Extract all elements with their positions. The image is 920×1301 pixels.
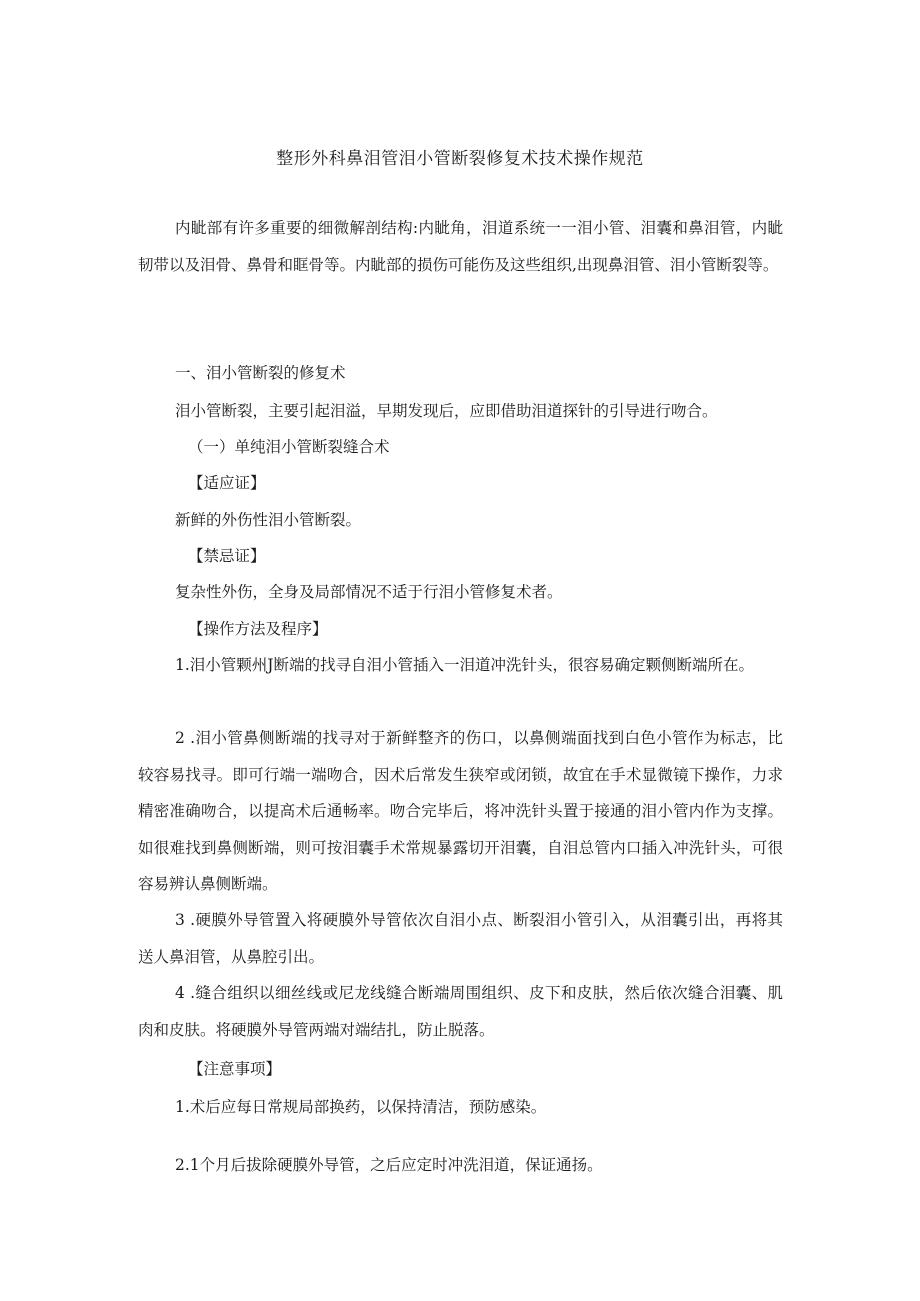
notes-label: 【注意事项】 <box>188 1060 282 1078</box>
sub1-heading: （一）单纯泪小管断裂缝合术 <box>188 438 390 456</box>
indications-label: 【适应证】 <box>188 474 266 492</box>
procedure-step-3: 3 .硬膜外导管置入将硬膜外导管依次自泪小点、断裂泪小管引入，从泪囊引出，再将其送人鼻泪管，从鼻腔引出。 <box>138 911 783 966</box>
procedure-step-4: 4 .缝合组织以细丝线或尼龙线缝合断端周围组织、皮下和皮肤，然后依次缝合泪囊、肌肉和皮肤。将硬膜外导管两端对端结扎，防止脱落。 <box>138 984 783 1039</box>
procedure-label: 【操作方法及程序】 <box>188 620 328 638</box>
procedure-step-1: 1.泪小管颗州J断端的找寻自泪小管插入一泪道冲洗针头，很容易确定颗侧断端所在。 <box>175 656 755 674</box>
intro-paragraph: 内眦部有许多重要的细微解剖结构:内眦角，泪道系统一一泪小管、泪囊和鼻泪管，内眦韧带以及泪骨、鼻骨和眶骨等。内眦部的损伤可能伤及这些组织,出现鼻泪管、泪小管断裂等。 <box>138 219 783 274</box>
section1-text: 泪小管断裂，主要引起泪溢，早期发现后，应即借助泪道探针的引导进行吻合。 <box>175 402 718 420</box>
indications-text: 新鲜的外伤性泪小管断裂。 <box>175 511 362 529</box>
document-title: 整形外科鼻泪管泪小管断裂修复术技术操作规范 <box>276 149 644 169</box>
note-1: 1.术后应每日常规局部换药，以保持清洁，预防感染。 <box>175 1098 547 1116</box>
contraindications-label: 【禁忌证】 <box>188 547 266 565</box>
procedure-step-2: 2 .泪小管鼻侧断端的找寻对于新鲜整齐的伤口，以鼻侧端面找到白色小管作为标志，比较容易找寻。即可行端一端吻合，因术后常发生狭窄或闭锁，故宜在手术显微镜下操作，力求精密准确吻合，以提高术后通畅率。吻合完毕后，将冲洗针头置于接通的泪小管内作为支撑。如很难找到鼻侧断端，则可按泪囊手术常规暴露切开泪囊，自泪总管内口插入冲洗针头，可很容易辨认鼻侧断端。 <box>138 729 783 893</box>
section1-heading: 一、泪小管断裂的修复术 <box>175 364 346 382</box>
note-2: 2.1个月后拔除硬膜外导管，之后应定时冲洗泪道，保证通扬。 <box>175 1156 603 1174</box>
contraindications-text: 复杂性外伤，全身及局部情况不适于行泪小管修复术者。 <box>175 583 563 601</box>
